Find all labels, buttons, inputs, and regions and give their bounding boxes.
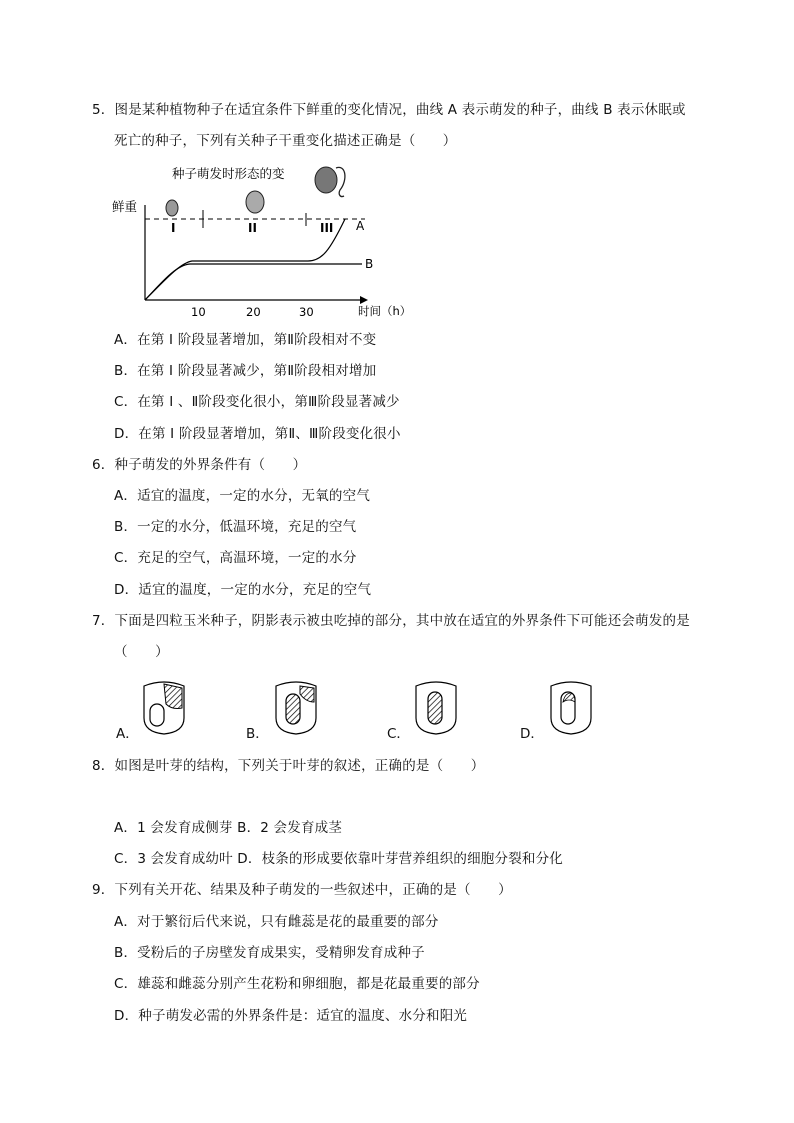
q5-stem-line1: 5．图是某种植物种子在适宜条件下鲜重的变化情况，曲线 A 表示萌发的种子，曲线 B 表示休眠或 bbox=[92, 102, 686, 118]
q7-label-a: A． bbox=[116, 726, 139, 742]
q8-options-line1: A．1 会发育成侧芽 B．2 会发育成茎 bbox=[114, 820, 343, 836]
q6-stem: 6．种子萌发的外界条件有（ ） bbox=[92, 457, 307, 473]
q9-option-a: A．对于繁衍后代来说，只有雌蕊是花的最重要的部分 bbox=[114, 914, 439, 930]
figure-title: 种子萌发时形态的变 bbox=[172, 166, 285, 181]
stage-label-2: II bbox=[248, 221, 257, 235]
q7-label-b: B． bbox=[246, 726, 269, 742]
q6-option-c: C．充足的空气，高温环境，一定的水分 bbox=[114, 550, 357, 566]
q7-stem-line1: 7．下面是四粒玉米种子，阴影表示被虫吃掉的部分，其中放在适宜的外界条件下可能还会萌发的是 bbox=[92, 613, 690, 629]
q7-stem-line2: （ ） bbox=[114, 644, 169, 660]
curve-b-label: B bbox=[365, 257, 374, 271]
q7-label-c: C． bbox=[387, 726, 410, 742]
y-axis-label: 鲜重 bbox=[112, 199, 138, 214]
q7-label-d: D． bbox=[520, 726, 544, 742]
q9-option-b: B．受粉后的子房壁发育成果实，受精卵发育成种子 bbox=[114, 945, 425, 961]
q9-stem: 9．下列有关开花、结果及种子萌发的一些叙述中，正确的是（ ） bbox=[92, 882, 512, 898]
x-tick-10: 10 bbox=[191, 305, 206, 319]
germinated-seed-icon bbox=[315, 167, 345, 197]
stage-label-1: I bbox=[171, 221, 176, 235]
q5-option-b: B．在第 I 阶段显著减少，第Ⅱ阶段相对增加 bbox=[114, 363, 377, 379]
curve-b bbox=[145, 264, 362, 300]
q6-option-a: A．适宜的温度，一定的水分，无氧的空气 bbox=[114, 488, 371, 504]
q9-option-c: C．雄蕊和雌蕊分别产生花粉和卵细胞，都是花最重要的部分 bbox=[114, 976, 480, 992]
x-tick-30: 30 bbox=[299, 305, 314, 319]
q6-option-d: D．适宜的温度，一定的水分，充足的空气 bbox=[114, 582, 372, 598]
q8-options-line2: C．3 会发育成幼叶 D．枝条的形成要依靠叶芽营养组织的细胞分裂和分化 bbox=[114, 851, 563, 867]
q5-option-d: D．在第 I 阶段显著增加，第Ⅱ、Ⅲ阶段变化很小 bbox=[114, 426, 401, 442]
seed-stage1-icon bbox=[166, 200, 178, 216]
corn-seed-c bbox=[410, 680, 462, 736]
q5-figure bbox=[110, 160, 430, 320]
corn-seed-b bbox=[270, 680, 322, 736]
corn-seed-a bbox=[138, 680, 190, 736]
q8-stem: 8．如图是叶芽的结构，下列关于叶芽的叙述，正确的是（ ） bbox=[92, 758, 485, 774]
q5-stem-line2: 死亡的种子，下列有关种子干重变化描述正确是（ ） bbox=[114, 133, 457, 149]
q5-option-a: A．在第 I 阶段显著增加，第Ⅱ阶段相对不变 bbox=[114, 332, 377, 348]
x-tick-20: 20 bbox=[246, 305, 261, 319]
stage-label-3: III bbox=[320, 221, 334, 235]
q5-option-c: C．在第 I 、Ⅱ阶段变化很小，第Ⅲ阶段显著减少 bbox=[114, 394, 400, 410]
q6-option-b: B．一定的水分，低温环境，充足的空气 bbox=[114, 519, 357, 535]
corn-seed-d bbox=[545, 680, 597, 736]
seed-stage2-icon bbox=[246, 191, 264, 213]
curve-a-label: A bbox=[356, 219, 365, 233]
q9-option-d: D．种子萌发必需的外界条件是：适宜的温度、水分和阳光 bbox=[114, 1008, 468, 1024]
x-axis-label: 时间（h） bbox=[358, 304, 412, 318]
